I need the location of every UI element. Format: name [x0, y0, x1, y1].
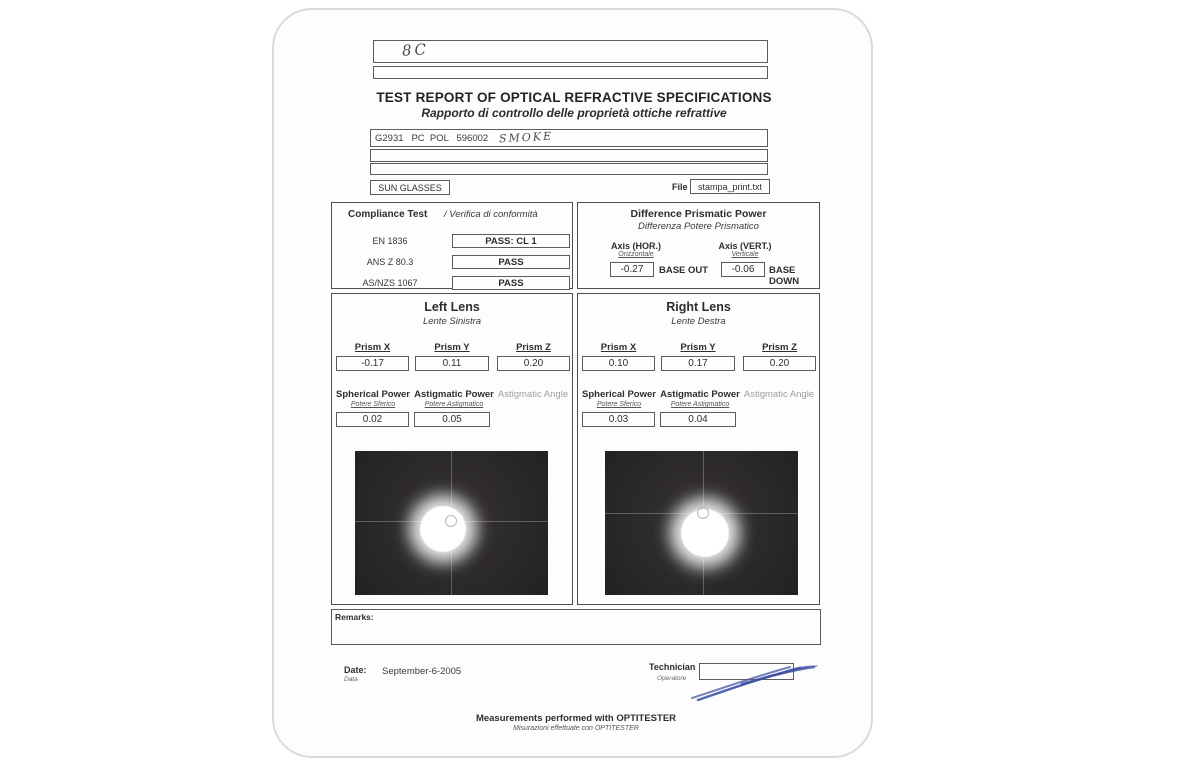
- date-value: September-6-2005: [382, 666, 462, 677]
- footer-line-2: Misurazioni effettuate con OPTITESTER: [513, 725, 639, 732]
- technician-label-italian: Operatore: [657, 675, 687, 682]
- astigmatic-power-label: Astigmatic Power: [660, 389, 740, 400]
- axis-vert-value-box: -0.06: [721, 262, 765, 277]
- left-lens-title: Left Lens: [424, 300, 480, 314]
- result-box: PASS: CL 1: [452, 234, 570, 248]
- remarks-label: Remarks:: [335, 612, 374, 622]
- spherical-value-box: 0.02: [336, 412, 409, 427]
- standard-label: EN 1836: [372, 236, 408, 246]
- prism-z-label: Prism Z: [516, 342, 551, 353]
- prism-z-value-box: 0.20: [497, 356, 570, 371]
- axis-hor-sublabel: Orizzontale: [618, 251, 654, 258]
- astigmatic-power-sublabel: Potere Astigmatico: [670, 401, 730, 408]
- header-field-box-2: [373, 66, 768, 79]
- prism-x-value-box: -0.17: [336, 356, 409, 371]
- prism-z-value-box: 0.20: [743, 356, 816, 371]
- prism-y-label: Prism Y: [434, 342, 470, 353]
- reticle-circle: [697, 507, 709, 519]
- compliance-title-italian: / Verifica di conformità: [444, 209, 538, 220]
- left-lens-subtitle: Lente Sinistra: [422, 316, 482, 327]
- prismatic-subtitle: Differenza Potere Prismatico: [638, 221, 759, 232]
- file-value-box: stampa_print.txt: [690, 179, 770, 194]
- astigmatic-value-box: 0.04: [660, 412, 736, 427]
- astigmatic-power-label: Astigmatic Power: [414, 389, 494, 400]
- prism-x-value-box: 0.10: [582, 356, 655, 371]
- right-lens-image: [605, 451, 798, 595]
- axis-vert-direction: BASE DOWN: [769, 265, 800, 287]
- product-type-box: SUN GLASSES: [370, 180, 450, 195]
- date-label: Date:: [344, 665, 367, 675]
- product-code-row-2: [370, 149, 768, 162]
- spherical-power-label: Spherical Power: [336, 389, 410, 400]
- compliance-title: Compliance Test: [348, 209, 428, 220]
- right-lens-subtitle: Lente Destra: [671, 316, 726, 327]
- remarks-box: [331, 609, 821, 645]
- astigmatic-angle-label: Astigmatic Angle: [497, 389, 569, 400]
- axis-hor-value-box: -0.27: [610, 262, 654, 277]
- prism-y-value-box: 0.17: [661, 356, 735, 371]
- product-code-text: G2931 PC POL 596002: [375, 133, 489, 144]
- axis-hor-label: Axis (HOR.): [610, 241, 661, 251]
- prism-x-label: Prism X: [600, 342, 637, 353]
- lens-spot: [420, 506, 466, 552]
- prismatic-section: [577, 202, 820, 289]
- report-title: TEST REPORT OF OPTICAL REFRACTIVE SPECIFICATIONS: [376, 90, 772, 105]
- astigmatic-power-sublabel: Potere Astigmatico: [424, 401, 484, 408]
- prism-x-label: Prism X: [354, 342, 391, 353]
- product-code-row-1: [370, 129, 768, 147]
- reticle-circle: [445, 515, 457, 527]
- astigmatic-value-box: 0.05: [414, 412, 490, 427]
- technician-signature: [682, 654, 822, 702]
- result-box: PASS: [452, 276, 570, 290]
- prism-y-value-box: 0.11: [415, 356, 489, 371]
- axis-vert-sublabel: Verticale: [731, 251, 759, 258]
- left-lens-section: [331, 293, 573, 605]
- file-label: File: [672, 182, 688, 192]
- axis-vert-label: Axis (VERT.): [718, 241, 772, 251]
- standard-label: ANS Z 80.3: [366, 257, 414, 267]
- spherical-power-sublabel: Potere Sferico: [350, 401, 396, 408]
- date-label-italian: Data: [344, 676, 358, 683]
- product-tint-handwritten: SMOKE: [498, 129, 554, 146]
- prism-z-label: Prism Z: [762, 342, 797, 353]
- product-code-row-3: [370, 163, 768, 175]
- scan-page: [272, 8, 873, 758]
- standard-label: AS/NZS 1067: [362, 278, 418, 288]
- spherical-power-label: Spherical Power: [582, 389, 656, 400]
- result-box: PASS: [452, 255, 570, 269]
- spherical-power-sublabel: Potere Sferico: [596, 401, 642, 408]
- right-lens-title: Right Lens: [666, 300, 731, 314]
- technician-label: Technician: [649, 662, 696, 672]
- compliance-section: [331, 202, 573, 289]
- prismatic-title: Difference Prismatic Power: [630, 208, 767, 220]
- prism-y-label: Prism Y: [680, 342, 716, 353]
- right-lens-section: [577, 293, 820, 605]
- report-subtitle: Rapporto di controllo delle proprietà ottiche refrattive: [421, 106, 727, 120]
- handwritten-code: 8C: [401, 40, 430, 60]
- spherical-value-box: 0.03: [582, 412, 655, 427]
- axis-hor-direction: BASE OUT: [659, 265, 709, 276]
- astigmatic-angle-label: Astigmatic Angle: [743, 389, 815, 400]
- left-lens-image: [355, 451, 548, 595]
- footer-line-1: Measurements performed with OPTITESTER: [475, 713, 677, 724]
- header-field-box-1: [373, 40, 768, 63]
